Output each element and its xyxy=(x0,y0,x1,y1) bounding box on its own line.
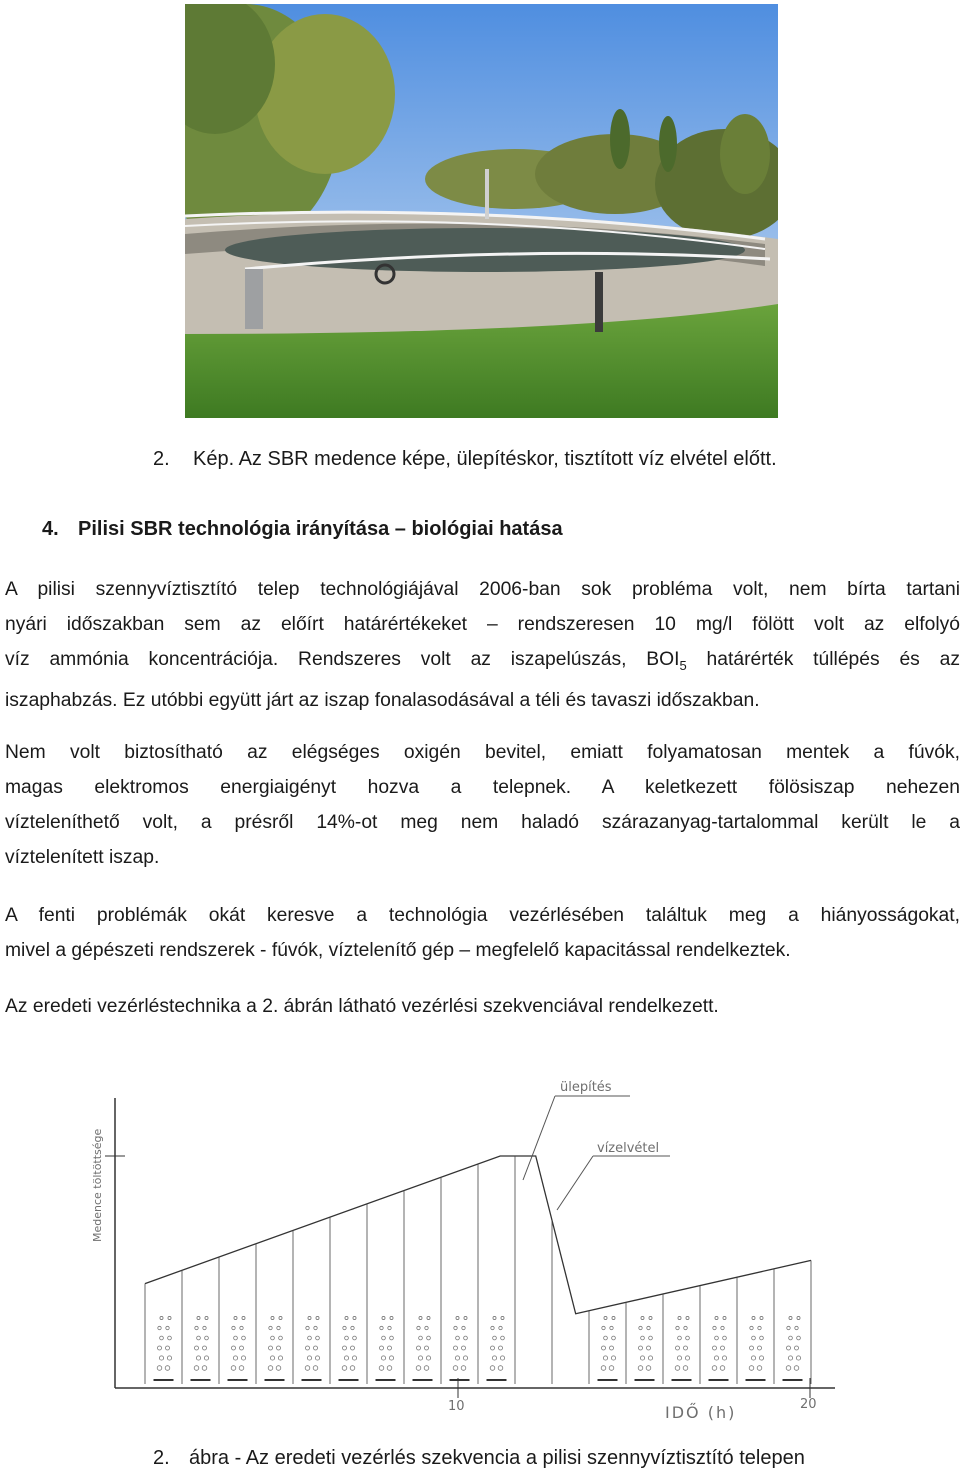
paragraph-4-line: Az eredeti vezérléstechnika a 2. ábrán látható vezérlési szekvenciával rendelkezett. xyxy=(5,996,719,1017)
air-bubble xyxy=(715,1316,718,1319)
air-bubble xyxy=(684,1326,687,1329)
air-bubble xyxy=(795,1326,798,1329)
air-bubble xyxy=(197,1316,200,1319)
air-bubble xyxy=(610,1346,614,1350)
air-bubble xyxy=(382,1316,385,1319)
air-bubble xyxy=(787,1326,790,1329)
air-bubble xyxy=(419,1316,422,1319)
air-bubble xyxy=(242,1316,245,1319)
air-bubble xyxy=(353,1316,356,1319)
air-bubble xyxy=(601,1366,606,1371)
air-bubble xyxy=(757,1366,762,1371)
air-bubble xyxy=(278,1356,282,1360)
air-bubble xyxy=(306,1346,310,1350)
air-bubble xyxy=(501,1316,504,1319)
air-bubble xyxy=(344,1356,348,1360)
paragraph-1-line: nyári időszakban sem az előírt határértékeket – rendszeresen 10 mg/l fölött volt az elfolyó xyxy=(5,614,960,635)
air-bubble xyxy=(490,1366,495,1371)
paragraph-2-line: magas elektromos energiaigényt hozva a telepnek. A keletkezett fölösiszap nehezen xyxy=(5,777,960,798)
air-bubble xyxy=(268,1366,273,1371)
air-bubble xyxy=(271,1316,274,1319)
paragraph-1-line: iszaphabzás. Ez utóbbi együtt járt az iszap fonalasodásával a téli és tavaszi időszakban. xyxy=(5,689,760,711)
air-bubble xyxy=(166,1346,170,1350)
air-bubble xyxy=(752,1336,756,1340)
air-bubble xyxy=(640,1356,644,1360)
air-bubble xyxy=(675,1366,680,1371)
air-bubble xyxy=(305,1366,310,1371)
air-bubble xyxy=(686,1316,689,1319)
air-bubble xyxy=(314,1346,318,1350)
photo-caption xyxy=(153,448,777,471)
photo-caption-text: Kép. Az SBR medence képe, ülepítéskor, tisztított víz elvétel előtt. xyxy=(193,448,777,470)
figure-caption xyxy=(153,1447,805,1470)
air-bubble xyxy=(240,1326,243,1329)
air-bubble xyxy=(602,1326,605,1329)
paragraph-1-line: A pilisi szennyvíztisztító telep technológiájával 2006-ban sok probléma volt, nem bírta tartani xyxy=(5,579,960,600)
air-bubble xyxy=(203,1326,206,1329)
air-bubble xyxy=(760,1316,763,1319)
air-bubble xyxy=(418,1356,422,1360)
air-bubble xyxy=(676,1346,680,1350)
air-bubble xyxy=(345,1316,348,1319)
air-bubble xyxy=(602,1346,606,1350)
paragraph-2 xyxy=(5,735,960,875)
air-bubble xyxy=(685,1356,689,1360)
air-bubble xyxy=(241,1356,245,1360)
air-bubble xyxy=(638,1366,643,1371)
air-bubble xyxy=(308,1316,311,1319)
air-bubble xyxy=(271,1336,275,1340)
draw-label: vízelvétel xyxy=(597,1141,660,1156)
air-bubble xyxy=(159,1356,163,1360)
air-bubble xyxy=(342,1366,347,1371)
air-bubble xyxy=(454,1326,457,1329)
air-bubble xyxy=(202,1366,207,1371)
air-bubble xyxy=(427,1316,430,1319)
air-bubble xyxy=(683,1366,688,1371)
air-bubble xyxy=(686,1336,690,1340)
air-bubble xyxy=(307,1356,311,1360)
air-bubble xyxy=(723,1336,727,1340)
air-bubble xyxy=(424,1366,429,1371)
air-bubble xyxy=(750,1326,753,1329)
air-bubble xyxy=(749,1366,754,1371)
air-bubble xyxy=(715,1336,719,1340)
air-bubble xyxy=(196,1356,200,1360)
paragraph-3-line: A fenti problémák okát keresve a technológia vezérlésében találtuk meg a hiányosságokat, xyxy=(5,905,960,926)
air-bubble xyxy=(279,1316,282,1319)
air-bubble xyxy=(417,1346,421,1350)
air-bubble xyxy=(789,1316,792,1319)
boi-subscript: 5 xyxy=(679,657,687,673)
air-bubble xyxy=(195,1326,198,1329)
air-bubble xyxy=(314,1326,317,1329)
air-bubble xyxy=(351,1346,355,1350)
air-bubble xyxy=(646,1366,651,1371)
air-bubble xyxy=(649,1336,653,1340)
air-bubble xyxy=(417,1326,420,1329)
air-bubble xyxy=(758,1326,761,1329)
air-bubble xyxy=(676,1326,679,1329)
air-bubble xyxy=(204,1356,208,1360)
boi-text: víz ammónia koncentrációja. Rendszeres volt az iszapelúszás, BOI xyxy=(5,649,680,670)
air-bubble xyxy=(647,1326,650,1329)
air-bubble xyxy=(316,1336,320,1340)
air-bubble xyxy=(352,1356,356,1360)
air-bubble xyxy=(750,1346,754,1350)
paragraph-4 xyxy=(5,989,960,1024)
air-bubble xyxy=(499,1326,502,1329)
settling-label: ülepítés xyxy=(560,1080,612,1095)
air-bubble xyxy=(463,1356,467,1360)
air-bubble xyxy=(382,1336,386,1340)
section-number: 4. xyxy=(42,518,59,540)
air-bubble xyxy=(276,1366,281,1371)
air-bubble xyxy=(611,1356,615,1360)
air-bubble xyxy=(380,1346,384,1350)
air-bubble xyxy=(464,1316,467,1319)
paragraph-2-line: vízteleníthető volt, a présről 14%-ot meg nem haladó szárazanyag-tartalommal került le a xyxy=(5,812,960,833)
air-bubble xyxy=(610,1326,613,1329)
paragraph-1 xyxy=(5,572,960,718)
air-bubble xyxy=(641,1316,644,1319)
air-bubble xyxy=(713,1346,717,1350)
air-bubble xyxy=(168,1316,171,1319)
air-bubble xyxy=(419,1336,423,1340)
air-bubble xyxy=(279,1336,283,1340)
paragraph-2-line: Nem volt biztosítható az elégséges oxigén bevitel, emiatt folyamatosan mentek a fúvók, xyxy=(5,742,960,763)
air-bubble xyxy=(712,1366,717,1371)
air-bubble xyxy=(612,1336,616,1340)
air-bubble xyxy=(157,1366,162,1371)
air-bubble xyxy=(195,1346,199,1350)
air-bubble xyxy=(242,1336,246,1340)
air-bubble xyxy=(678,1336,682,1340)
air-bubble xyxy=(277,1346,281,1350)
air-bubble xyxy=(426,1356,430,1360)
air-bubble xyxy=(795,1346,799,1350)
figure-caption-text: ábra - Az eredeti vezérlés szekvencia a pilisi szennyvíztisztító telepen xyxy=(189,1447,805,1469)
air-bubble xyxy=(714,1356,718,1360)
air-bubble xyxy=(464,1336,468,1340)
air-bubble xyxy=(721,1326,724,1329)
air-bubble xyxy=(390,1316,393,1319)
figure-caption-number: 2. xyxy=(153,1447,170,1469)
air-bubble xyxy=(788,1356,792,1360)
paragraph-3-line: mivel a gépészeti rendszerek - fúvók, víztelenítő gép – megfelelő kapacitással rendelkeztek. xyxy=(5,940,791,961)
paragraph-1-line xyxy=(5,642,960,683)
air-bubble xyxy=(456,1316,459,1319)
air-bubble xyxy=(493,1316,496,1319)
air-bubble xyxy=(232,1326,235,1329)
air-bubble xyxy=(678,1316,681,1319)
air-bubble xyxy=(453,1366,458,1371)
air-bubble xyxy=(684,1346,688,1350)
air-bubble xyxy=(158,1326,161,1329)
air-bubble xyxy=(455,1356,459,1360)
air-bubble xyxy=(388,1326,391,1329)
air-bubble xyxy=(205,1316,208,1319)
photo-caption-number: 2. xyxy=(153,448,170,470)
section-title: Pilisi SBR technológia irányítása – biológiai hatása xyxy=(78,518,563,540)
x-tick-label-20: 20 xyxy=(800,1397,817,1412)
air-bubble xyxy=(166,1326,169,1329)
air-bubble xyxy=(343,1346,347,1350)
air-bubble xyxy=(380,1326,383,1329)
air-bubble xyxy=(160,1336,164,1340)
air-bubble xyxy=(609,1366,614,1371)
air-bubble xyxy=(205,1336,209,1340)
air-bubble xyxy=(641,1336,645,1340)
air-bubble xyxy=(389,1356,393,1360)
air-bubble xyxy=(491,1326,494,1329)
air-bubble xyxy=(462,1326,465,1329)
air-bubble xyxy=(612,1316,615,1319)
air-bubble xyxy=(425,1326,428,1329)
air-bubble xyxy=(713,1326,716,1329)
draw-leader xyxy=(557,1156,593,1210)
y-axis-label: Medence töltöttsége xyxy=(91,1128,104,1242)
sequence-diagram xyxy=(85,1070,845,1430)
air-bubble xyxy=(639,1346,643,1350)
air-bubble xyxy=(232,1346,236,1350)
air-bubble xyxy=(308,1336,312,1340)
section-heading xyxy=(42,518,563,541)
air-bubble xyxy=(500,1356,504,1360)
air-bubble xyxy=(167,1356,171,1360)
air-bubble xyxy=(603,1356,607,1360)
air-bubble xyxy=(752,1316,755,1319)
boi-text-end: határérték túllépés és az xyxy=(686,649,960,670)
air-bubble xyxy=(797,1316,800,1319)
air-bubble xyxy=(313,1366,318,1371)
air-bubble xyxy=(797,1336,801,1340)
air-bubble xyxy=(240,1346,244,1350)
paragraph-2-line: víztelenített iszap. xyxy=(5,847,160,868)
air-bubble xyxy=(722,1356,726,1360)
air-bubble xyxy=(269,1346,273,1350)
air-bubble xyxy=(351,1326,354,1329)
air-bubble xyxy=(203,1346,207,1350)
air-bubble xyxy=(492,1356,496,1360)
air-bubble xyxy=(461,1366,466,1371)
air-bubble xyxy=(648,1356,652,1360)
air-bubble xyxy=(381,1356,385,1360)
air-bubble xyxy=(454,1346,458,1350)
air-bubble xyxy=(789,1336,793,1340)
air-bubble xyxy=(160,1316,163,1319)
air-bubble xyxy=(316,1316,319,1319)
air-bubble xyxy=(604,1336,608,1340)
air-bubble xyxy=(462,1346,466,1350)
air-bubble xyxy=(425,1346,429,1350)
air-bubble xyxy=(794,1366,799,1371)
air-bubble xyxy=(787,1346,791,1350)
air-bubble xyxy=(796,1356,800,1360)
air-bubble xyxy=(491,1346,495,1350)
air-bubble xyxy=(499,1346,503,1350)
air-bubble xyxy=(270,1356,274,1360)
air-bubble xyxy=(501,1336,505,1340)
air-bubble xyxy=(269,1326,272,1329)
air-bubble xyxy=(234,1316,237,1319)
air-bubble xyxy=(168,1336,172,1340)
air-bubble xyxy=(231,1366,236,1371)
air-bubble xyxy=(277,1326,280,1329)
air-bubble xyxy=(647,1346,651,1350)
air-bubble xyxy=(493,1336,497,1340)
air-bubble xyxy=(158,1346,162,1350)
air-bubble xyxy=(416,1366,421,1371)
air-bubble xyxy=(233,1356,237,1360)
air-bubble xyxy=(786,1366,791,1371)
air-bubble xyxy=(427,1336,431,1340)
air-bubble xyxy=(639,1326,642,1329)
air-bubble xyxy=(721,1346,725,1350)
air-bubble xyxy=(723,1316,726,1319)
air-bubble xyxy=(239,1366,244,1371)
air-bubble xyxy=(456,1336,460,1340)
sbr-basin-photo xyxy=(185,4,778,418)
air-bubble xyxy=(315,1356,319,1360)
air-bubble xyxy=(234,1336,238,1340)
air-bubble xyxy=(350,1366,355,1371)
air-bubble xyxy=(390,1336,394,1340)
air-bubble xyxy=(498,1366,503,1371)
air-bubble xyxy=(387,1366,392,1371)
paragraph-3 xyxy=(5,898,960,968)
air-bubble xyxy=(388,1346,392,1350)
air-bubble xyxy=(353,1336,357,1340)
air-bubble xyxy=(197,1336,201,1340)
air-bubble xyxy=(343,1326,346,1329)
air-bubble xyxy=(604,1316,607,1319)
air-bubble xyxy=(306,1326,309,1329)
air-bubble xyxy=(751,1356,755,1360)
air-bubble xyxy=(677,1356,681,1360)
air-bubble xyxy=(649,1316,652,1319)
air-bubble xyxy=(345,1336,349,1340)
x-tick-label-10: 10 xyxy=(448,1399,465,1414)
air-bubble xyxy=(760,1336,764,1340)
air-bubble xyxy=(165,1366,170,1371)
air-bubble xyxy=(720,1366,725,1371)
air-bubble xyxy=(758,1346,762,1350)
air-bubble xyxy=(759,1356,763,1360)
air-bubble xyxy=(194,1366,199,1371)
x-axis-label: IDŐ (h) xyxy=(665,1403,737,1422)
air-bubble xyxy=(379,1366,384,1371)
